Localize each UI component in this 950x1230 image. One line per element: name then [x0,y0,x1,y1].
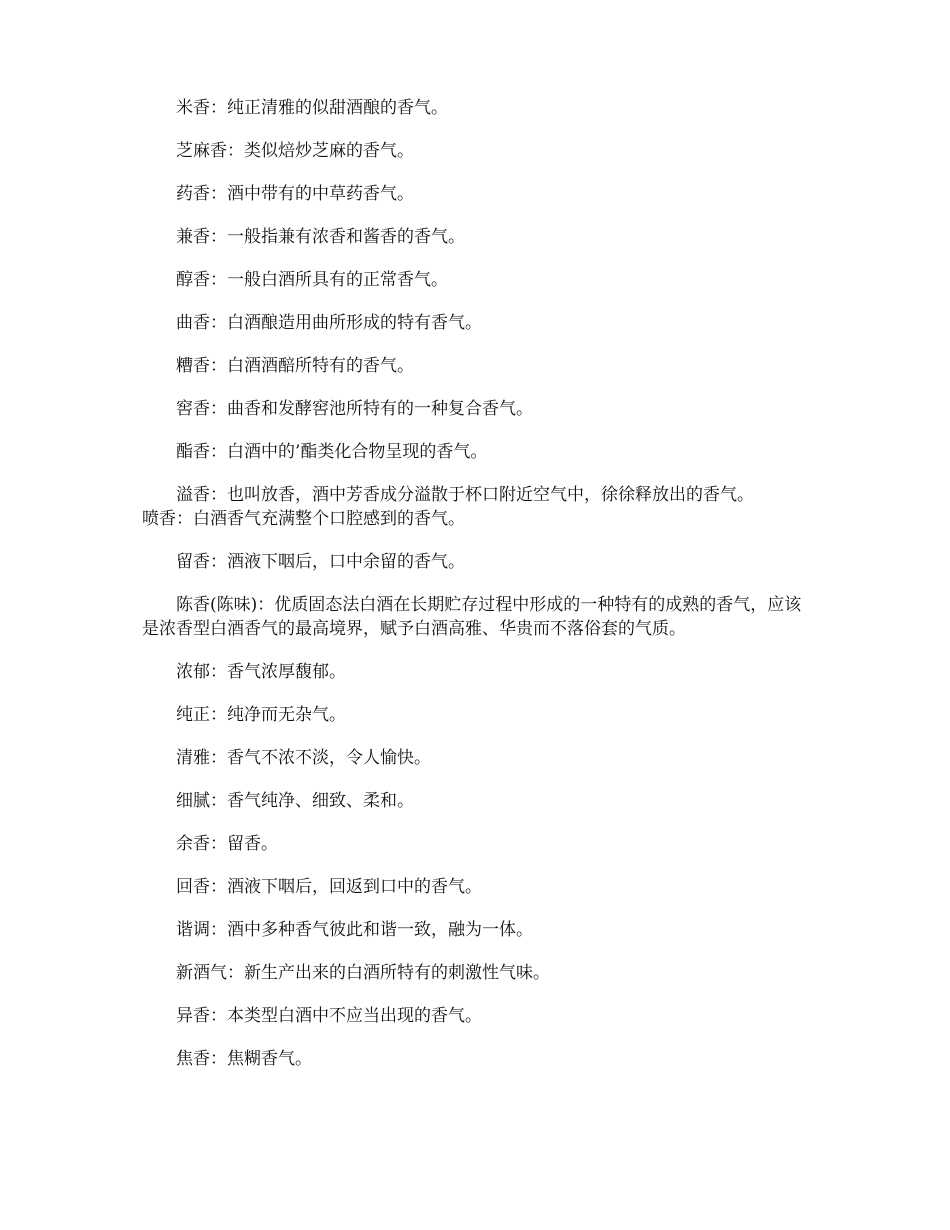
paragraph-zhi-ma-xiang: 芝麻香：类似焙炒芝麻的香气。 [176,141,414,161]
paragraph-jiao-xiang: 窖香：曲香和发酵窖池所特有的一种复合香气。 [176,399,533,419]
paragraph-chen-xiang: 陈香(陈味)：优质固态法白酒在长期贮存过程中形成的一种特有的成熟的香气，应该是浓香型白酒香气的最高境界，赋予白酒高雅、华贵而不落俗套的气质。 [142,595,802,639]
paragraph-xin-jiu-qi: 新酒气：新生产出来的白酒所特有的刺激性气味。 [176,963,550,983]
paragraph-liu-xiang: 留香：酒液下咽后，口中余留的香气。 [176,552,465,572]
paragraph-yu-xiang: 余香：留香。 [176,834,278,854]
paragraph-yi-xiang: 溢香：也叫放香，酒中芳香成分溢散于杯口附近空气中，徐徐释放出的香气。 [176,485,754,505]
paragraph-nong-yu: 浓郁：香气浓厚馥郁。 [176,662,346,682]
paragraph-qing-ya: 清雅：香气不浓不淡，令人愉快。 [176,748,431,768]
paragraph-pen-xiang: 喷香：白酒香气充满整个口腔感到的香气。 [142,509,465,529]
document-body [142,96,812,1090]
paragraph-hui-xiang: 回香：酒液下咽后，回返到口中的香气。 [176,877,482,897]
paragraph-qu-xiang: 曲香：白酒酿造用曲所形成的特有香气。 [176,313,482,333]
paragraph-zhi-xiang: 酯香：白酒中的’酯类化合物呈现的香气。 [176,442,488,462]
paragraph-jian-xiang: 兼香：一般指兼有浓香和酱香的香气。 [176,227,465,247]
paragraph-yao-xiang: 药香：酒中带有的中草药香气。 [176,184,414,204]
paragraph-chun-zheng: 纯正：纯净而无杂气。 [176,705,346,725]
paragraph-xi-ni: 细腻：香气纯净、细致、柔和。 [176,791,414,811]
paragraph-zao-xiang: 糟香：白酒酒醅所特有的香气。 [176,356,414,376]
paragraph-chun-xiang: 醇香：一般白酒所具有的正常香气。 [176,270,448,290]
paragraph-jiao-xiang-burnt: 焦香：焦糊香气。 [176,1049,312,1069]
paragraph-yi-xiang-abnormal: 异香：本类型白酒中不应当出现的香气。 [176,1006,482,1026]
paragraph-mi-xiang: 米香：纯正清雅的似甜酒酿的香气。 [176,98,448,118]
paragraph-xie-tiao: 谐调：酒中多种香气彼此和谐一致，融为一体。 [176,920,533,940]
